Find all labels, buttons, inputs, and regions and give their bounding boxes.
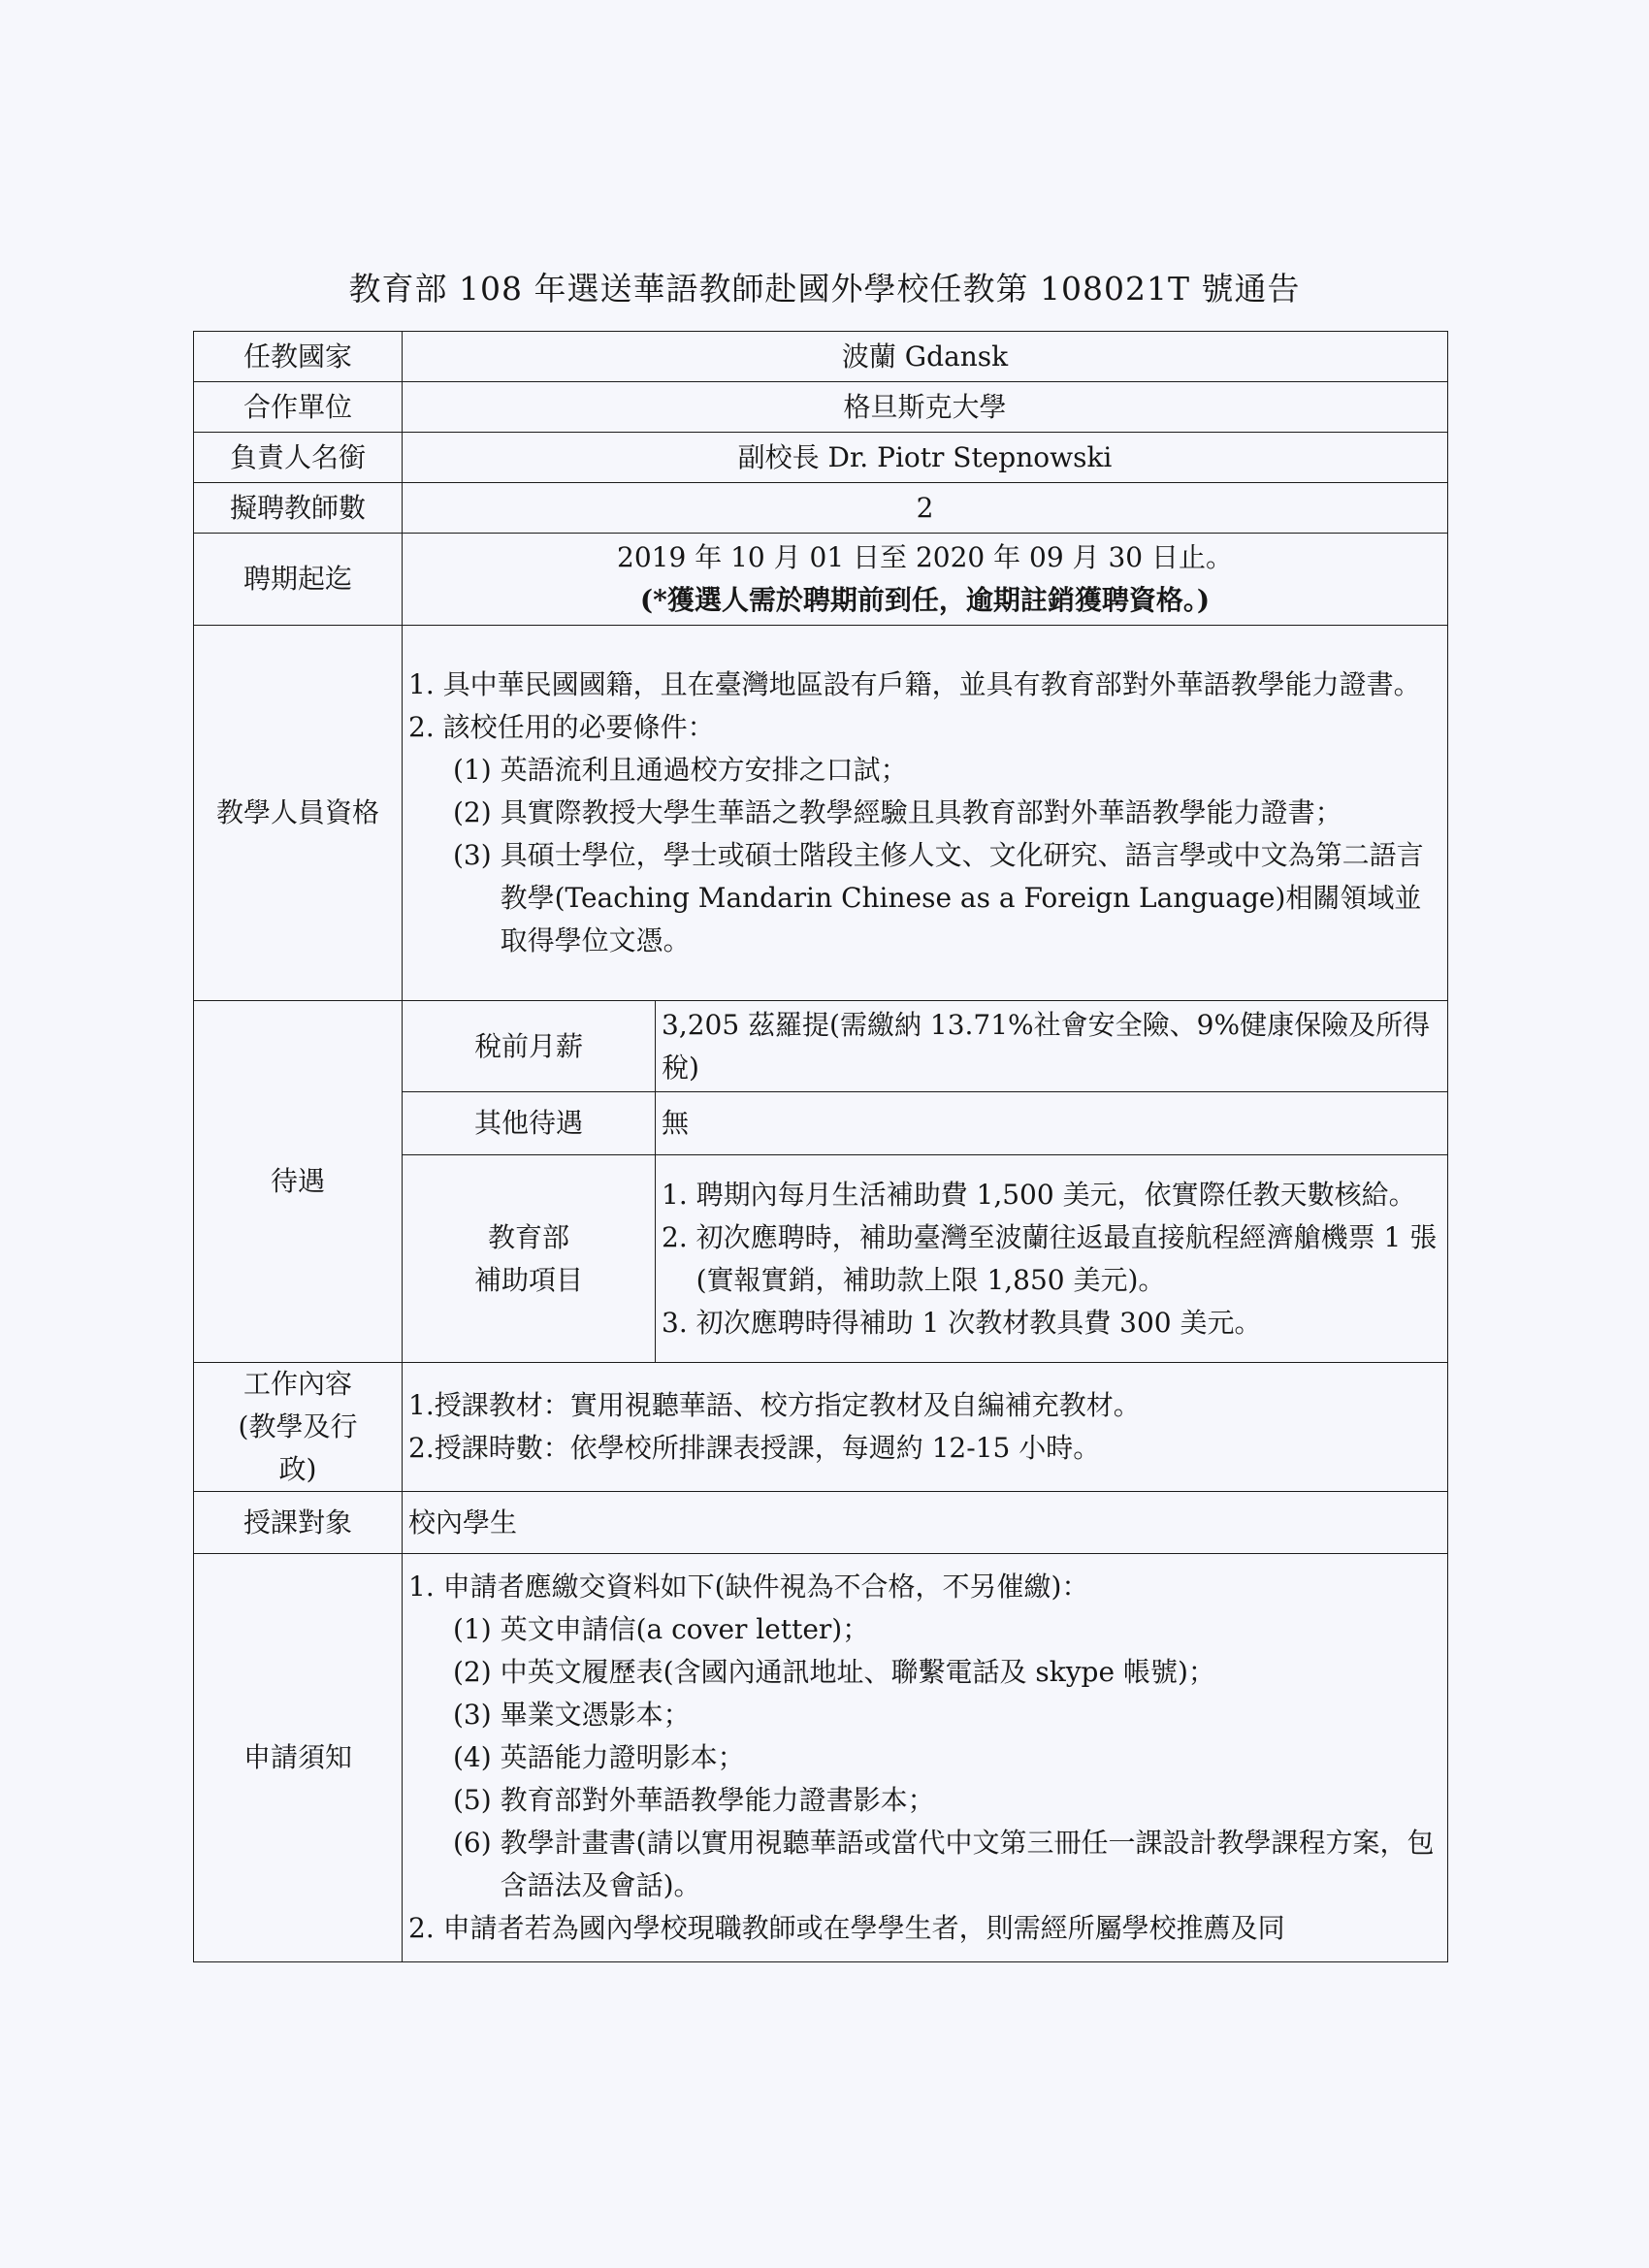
country-label: 任教國家 xyxy=(194,332,403,382)
work-item: 2. 授課時數：依學校所排課表授課，每週約 12-15 小時。 xyxy=(408,1432,1101,1464)
row-application xyxy=(194,1554,1448,1962)
period-label: 聘期起迄 xyxy=(194,534,403,626)
benefits-label: 待遇 xyxy=(194,1001,403,1363)
subsidy-item: 2. 初次應聘時，補助臺灣至波蘭往返最直接航程經濟艙機票 1 張(實報實銷，補助款上限 1,850 美元)。 xyxy=(662,1220,1438,1296)
application-item: 2. 申請者若為國內學校現職教師或在學學生者，則需經所屬學校推薦及同 xyxy=(408,1912,1285,1944)
application-subitem: (4) 英語能力證明影本； xyxy=(453,1741,745,1773)
row-qualifications xyxy=(194,626,1448,1001)
salary-label: 稅前月薪 xyxy=(403,1001,656,1092)
other-benefits-value: 無 xyxy=(656,1092,1448,1155)
partner-value: 格旦斯克大學 xyxy=(403,382,1448,433)
row-target xyxy=(194,1492,1448,1554)
work-list xyxy=(403,1363,1448,1492)
head-label: 負責人名銜 xyxy=(194,433,403,483)
application-label: 申請須知 xyxy=(194,1554,403,1962)
teachers-value: 2 xyxy=(403,483,1448,534)
row-period xyxy=(194,534,1448,626)
application-subitem: (5) 教育部對外華語教學能力證書影本； xyxy=(453,1784,935,1816)
notice-table xyxy=(193,331,1448,1962)
target-value: 校內學生 xyxy=(403,1492,1448,1554)
row-head xyxy=(194,433,1448,483)
application-subitem: (2) 中英文履歷表(含國內通訊地址、聯繫電話及 skype 帳號)； xyxy=(453,1656,1215,1688)
application-subitem: (3) 畢業文憑影本； xyxy=(453,1699,691,1731)
row-teachers xyxy=(194,483,1448,534)
row-country xyxy=(194,332,1448,382)
subsidy-item: 1. 聘期內每月生活補助費 1,500 美元，依實際任教天數核給。 xyxy=(662,1178,1416,1211)
period-value xyxy=(403,534,1448,626)
qualification-item: 1. 具中華民國國籍，且在臺灣地區設有戶籍，並具有教育部對外華語教學能力證書。 xyxy=(408,668,1421,700)
application-subitem: (6) 教學計畫書(請以實用視聽華語或當代中文第三冊任一課設計教學課程方案，包含語法及會話)。 xyxy=(453,1827,1435,1901)
country-value: 波蘭 Gdansk xyxy=(403,332,1448,382)
work-item: 1. 授課教材：實用視聽華語、校方指定教材及自編補充教材。 xyxy=(408,1389,1141,1421)
row-salary xyxy=(194,1001,1448,1092)
application-item: 1. 申請者應繳交資料如下(缺件視為不合格，不另催繳)： xyxy=(408,1571,1089,1603)
salary-value: 3,205 茲羅提(需繳納 13.71%社會安全險、9%健康保險及所得稅) xyxy=(656,1001,1448,1092)
subsidy-item: 3. 初次應聘時得補助 1 次教材教具費 300 美元。 xyxy=(662,1306,1262,1339)
partner-label: 合作單位 xyxy=(194,382,403,433)
period-note: (*獲選人需於聘期前到任，逾期註銷獲聘資格。) xyxy=(639,584,1211,616)
head-value: 副校長 Dr. Piotr Stepnowski xyxy=(403,433,1448,483)
application-subitem: (1) 英文申請信(a cover letter)； xyxy=(453,1613,870,1645)
qualification-subitem: (3) 具碩士學位，學士或碩士階段主修人文、文化研究、語言學或中文為第二語言教學(Teaching Mandarin Chinese as a Foreign Language)相關領域並取得學位文憑。 xyxy=(453,839,1424,956)
row-work xyxy=(194,1363,1448,1492)
moe-subsidy-label: 教育部 補助項目 xyxy=(403,1155,656,1363)
notice-title: 教育部 108 年選送華語教師赴國外學校任教第 108021T 號通告 xyxy=(348,270,1301,308)
qualifications-label: 教學人員資格 xyxy=(194,626,403,1001)
target-label: 授課對象 xyxy=(194,1492,403,1554)
other-benefits-label: 其他待遇 xyxy=(403,1092,656,1155)
qualification-subitem: (1) 英語流利且通過校方安排之口試； xyxy=(453,754,908,786)
teachers-label: 擬聘教師數 xyxy=(194,483,403,534)
work-label: 工作內容 (教學及行 政) xyxy=(194,1363,403,1492)
application-list xyxy=(403,1554,1448,1962)
period-dates: 2019 年 10 月 01 日至 2020 年 09 月 30 日止。 xyxy=(617,541,1233,573)
row-partner xyxy=(194,382,1448,433)
qualification-subitem: (2) 具實際教授大學生華語之教學經驗且具教育部對外華語教學能力證書； xyxy=(453,796,1342,828)
qualification-item: 2. 該校任用的必要條件： xyxy=(408,711,715,743)
qualifications-list xyxy=(403,626,1448,1001)
moe-subsidy-list xyxy=(656,1155,1448,1363)
